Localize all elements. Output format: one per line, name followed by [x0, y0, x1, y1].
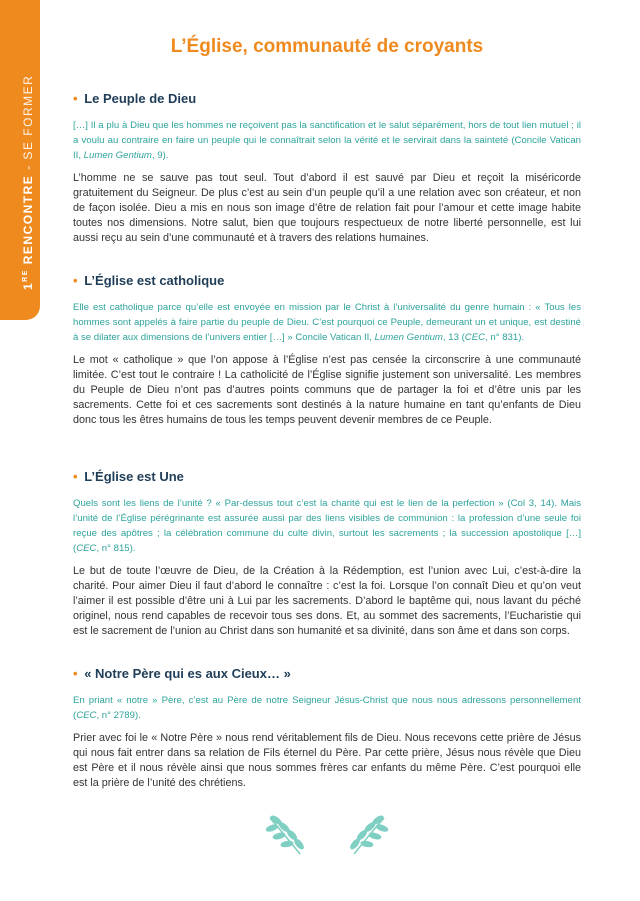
section-body: Le mot « catholique » que l’on appose à l’Église n’est pas censée la circonscrire à une communauté limitée. C’est tout le contraire ! La catholicité de l’Église signifie justement son universalité. Les membres du Peuple de Dieu n’ont pas d’autres points communs que de partager la foi et d’être unis par les sacrements. Cette foi et ces sacrements sont destinés à la nature humaine en tant qu’enfants de Dieu donc tous les êtres humains de tous les temps peuvent devenir membres de ce Peuple.	[73, 354, 581, 426]
section-heading-text: « Notre Père qui es aux Cieux… »	[84, 666, 291, 681]
laurel-branches-icon	[262, 812, 392, 860]
section-quote	[73, 496, 581, 556]
section-heading-text: Le Peuple de Dieu	[84, 91, 197, 106]
section-notre-pere	[73, 666, 581, 791]
side-label-sep: -	[21, 159, 35, 175]
section-eglise-catholique	[73, 273, 581, 428]
section-heading-text: L’Église est catholique	[84, 273, 225, 288]
page-content	[73, 36, 581, 789]
side-label-num: 1	[21, 281, 35, 290]
section-heading	[73, 91, 581, 106]
side-label-section: SE FORMER	[21, 74, 35, 160]
quote-source: CEC	[76, 543, 97, 554]
section-heading-text: L’Église est Une	[84, 469, 184, 484]
quote-text: Elle est catholique parce qu’elle est envoyée en mission par le Christ à l’universalité du genre humain : « Tous les hommes sont appelés à faire partie du peuple de Dieu. C’est pourquoi ce Peuple, demeurant un et unique, est destiné à se dilater aux dimensions de l’univers entier […] » Concile Vatican II,	[73, 302, 581, 343]
section-heading	[73, 666, 581, 681]
side-label-word: RENCONTRE	[21, 174, 35, 270]
quote-text: […] Il a plu à Dieu que les hommes ne reçoivent pas la sanctification et le salut séparément, hors de tout lien mutuel ; il a voulu au contraire en faire un peuple qui le connaîtrait selon la vérité et le servirait dans la sainteté (Concile Vatican II,	[73, 120, 581, 161]
section-quote	[73, 300, 581, 345]
bullet-icon: •	[73, 91, 78, 106]
quote-ref: , n° 815).	[96, 543, 136, 554]
bullet-icon: •	[73, 273, 78, 288]
section-heading	[73, 469, 581, 484]
section-body: Le but de toute l’œuvre de Dieu, de la Création à la Rédemption, est l’union avec Lui, c’est-à-dire la charité. Pour aimer Dieu il faut d’abord le connaître : c’est la foi. Lorsque l’on connaît Dieu et qu’on veut l’aimer il est possible d’être uni à Lui par les sacrements. D’abord le baptême qui, nous lavant du péché originel, nous rend capables de recevoir tous ses dons. Et, au sommet des sacrements, l’Eucharistie qui est le sacrement de l’union au Christ dans son humanité et sa divinité, dans son âme et dans son corps.	[73, 565, 581, 637]
section-eglise-une	[73, 469, 581, 639]
quote-text: Quels sont les liens de l’unité ? « Par-dessus tout c’est la charité qui est le lien de la perfection » (Col 3, 14). Mais l’unité de l’Église pérégrinante est assurée aussi par des liens visibles de communion : la profession d’une seule foi reçue des apôtres ; la célébration commune du culte divin, surtout les sacrements ; la succession apostolique […] (	[73, 498, 581, 554]
bullet-icon: •	[73, 666, 78, 681]
section-quote	[73, 118, 581, 163]
section-body: L’homme ne se sauve pas tout seul. Tout d’abord il est sauvé par Dieu et reçoit la miséricorde gratuitement du Seigneur. De plus c’est au sein d’un peuple qu’il a une relation avec son créateur, et non de façon isolée. Dieu a mis en nous son image d’être de relation fait pour l’amour et cette image habite toutes nos dimensions. Notre salut, bien que toujours respectueux de notre liberté personnelle, est lui aussi reçu au sein d’une communauté et à travers des relations humaines.	[73, 172, 581, 244]
side-label	[21, 75, 35, 290]
bullet-icon: •	[73, 469, 78, 484]
section-quote	[73, 693, 581, 723]
quote-ref: , 9).	[151, 150, 169, 161]
quote-source: CEC	[464, 332, 486, 343]
quote-source: Lumen Gentium	[83, 150, 152, 161]
side-label-sup: RE	[22, 269, 29, 282]
quote-source: CEC	[76, 710, 97, 721]
quote-ref: , n° 2789).	[96, 710, 141, 721]
quote-ref: , n° 831).	[485, 332, 525, 343]
section-body: Prier avec foi le « Notre Père » nous rend véritablement fils de Dieu. Nous recevons cette prière de Jésus qui nous fait entrer dans sa relation de Fils éternel du Père. Par cette prière, Jésus nous révèle que Dieu est Père et il nous révèle ainsi que nous sommes frères car enfants du même Père. C’est pourquoi elle est la prière de l’unité des chrétiens.	[73, 732, 581, 789]
page-title: L’Église, communauté de croyants	[170, 36, 484, 57]
section-peuple-de-dieu	[73, 91, 581, 246]
quote-source: Lumen Gentium	[374, 332, 443, 343]
quote-text: En priant « notre » Père, c’est au Père de notre Seigneur Jésus-Christ que nous nous adressons personnellement (	[73, 695, 581, 721]
section-heading	[73, 273, 581, 288]
quote-ref: , 13 (	[442, 332, 465, 343]
